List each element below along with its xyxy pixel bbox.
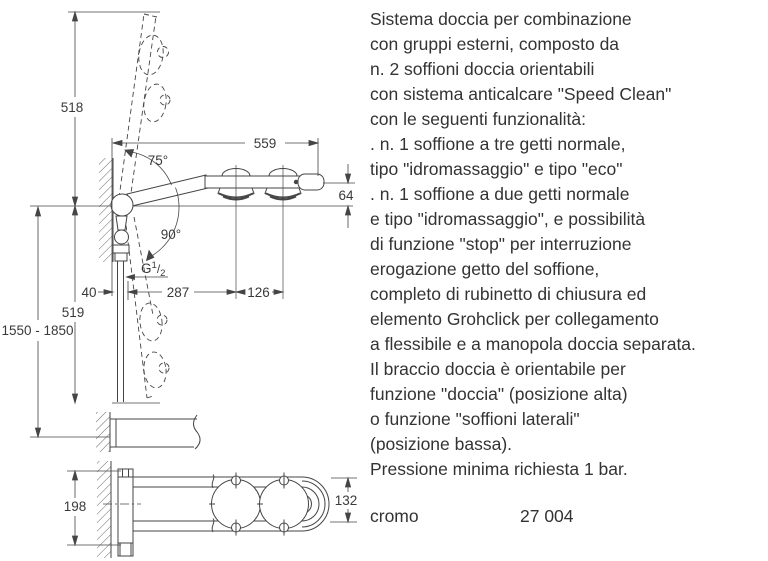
description-line: . n. 1 soffione a tre getti normale, (370, 134, 626, 154)
shelf-section (96, 412, 200, 452)
arm-handle (298, 174, 324, 190)
dimension-labels (1, 100, 357, 514)
product-description (370, 7, 766, 482)
description-line: con le seguenti funzionalità: (370, 109, 586, 129)
finish-label: cromo (370, 506, 419, 526)
dim-198-label: 198 (63, 499, 87, 514)
description-line: n. 2 soffioni doccia orientabili (370, 59, 595, 79)
wall-section (99, 158, 113, 262)
shower-head-1-top (209, 473, 261, 536)
description-line: elemento Grohclick per collegamento (370, 309, 659, 329)
article-code: 27 004 (520, 506, 574, 526)
description-line: di funzione "stop" per interruzione (370, 234, 632, 254)
dim-64-label: 64 (338, 188, 354, 203)
description-line: o funzione "soffioni laterali" (370, 409, 580, 429)
description-line: a flessibile e a manopola doccia separata. (370, 334, 696, 354)
arm-raised-dashed (119, 14, 170, 200)
description-line: Pressione minima richiesta 1 bar. (370, 459, 628, 479)
angle-75-label: 75° (147, 153, 169, 168)
description-line: tipo "idromassaggio" e tipo "eco" (370, 159, 623, 179)
description-line: funzione "doccia" (posizione alta) (370, 384, 628, 404)
extension-lines (30, 12, 355, 437)
dim-range-label: 1550 - 1850 (1, 323, 74, 338)
description-line: completo di rubinetto di chiusura ed (370, 284, 647, 304)
description-line: . n. 1 soffione a due getti normale (370, 184, 630, 204)
side-view (30, 12, 355, 452)
dim-132-label: 132 (334, 493, 358, 508)
description-line: (posizione bassa). (370, 434, 513, 454)
dim-126-label: 126 (247, 285, 270, 300)
dimension-lines (35, 12, 350, 437)
description-line: e tipo "idromassaggio", e possibilità (370, 209, 646, 229)
dim-518-label: 518 (60, 100, 84, 115)
dim-519-label: 519 (61, 305, 85, 320)
description-line: erogazione getto del soffione, (370, 259, 600, 279)
dim-40-label: 40 (81, 285, 97, 300)
arm-lowered-dashed (125, 217, 169, 398)
shower-head-2-top (257, 473, 309, 536)
description-line: Sistema doccia per combinazione (370, 9, 632, 29)
description-line: con gruppi esterni, composto da (370, 34, 620, 54)
top-view (67, 461, 357, 558)
dim-287-label: 287 (166, 285, 190, 300)
description-line: con sistema anticalcare "Speed Clean" (370, 84, 672, 104)
thread-size-label: $G^1/_2$ (141, 260, 166, 279)
wall-section-top-view (97, 461, 111, 558)
ball-joint (111, 194, 133, 402)
dim-559-label: 559 (253, 136, 277, 151)
description-line: Il braccio doccia è orientabile per (370, 359, 626, 379)
angle-90-label: 90° (160, 227, 182, 242)
